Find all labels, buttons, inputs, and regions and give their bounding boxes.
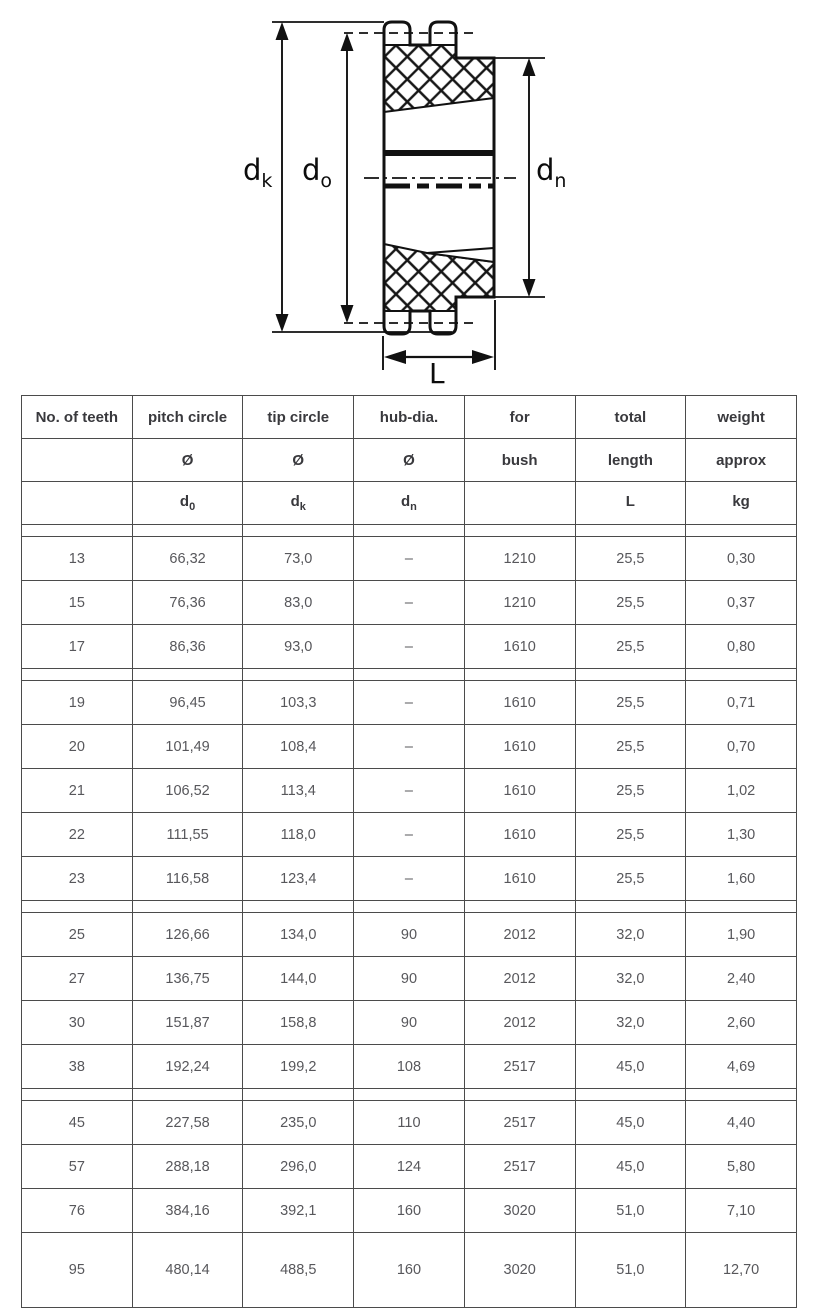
table-cell: 25,5: [575, 857, 686, 901]
separator-cell: [22, 525, 133, 537]
table-cell: 0,37: [686, 581, 797, 625]
table-cell: 392,1: [243, 1189, 354, 1233]
separator-cell: [243, 1089, 354, 1101]
table-cell: 2517: [464, 1101, 575, 1145]
table-cell: 73,0: [243, 537, 354, 581]
table-row: [22, 1189, 797, 1233]
table-cell: 1210: [464, 581, 575, 625]
table-cell: 95: [22, 1233, 133, 1308]
table-cell: 103,3: [243, 681, 354, 725]
table-cell: 0,70: [686, 725, 797, 769]
table-cell: 199,2: [243, 1045, 354, 1089]
table-cell: 384,16: [132, 1189, 243, 1233]
table-cell: 7,10: [686, 1189, 797, 1233]
table-cell: 134,0: [243, 913, 354, 957]
header-cell-bush: bush: [464, 439, 575, 482]
do-dimension: [341, 33, 354, 323]
table-cell: 25,5: [575, 725, 686, 769]
table-cell: 20: [22, 725, 133, 769]
table-row: [22, 681, 797, 725]
table-cell: 235,0: [243, 1101, 354, 1145]
dimension-table: [21, 395, 797, 1308]
table-cell: –: [354, 725, 465, 769]
table-cell: 51,0: [575, 1233, 686, 1308]
table-cell: 90: [354, 913, 465, 957]
length-label: L: [429, 357, 445, 390]
table-cell: –: [354, 625, 465, 669]
col-header-pitch-circle: pitch circle: [132, 396, 243, 439]
table-cell: 12,70: [686, 1233, 797, 1308]
table-cell: 45,0: [575, 1101, 686, 1145]
upper-hatched-section: [384, 45, 494, 112]
header-cell-length: length: [575, 439, 686, 482]
header-cell: [22, 482, 133, 525]
separator-cell: [575, 901, 686, 913]
table-cell: 25,5: [575, 681, 686, 725]
symbol-L: L: [575, 482, 686, 525]
table-cell: 192,24: [132, 1045, 243, 1089]
table-cell: 90: [354, 1001, 465, 1045]
table-cell: 158,8: [243, 1001, 354, 1045]
table-cell: –: [354, 537, 465, 581]
separator-cell: [354, 1089, 465, 1101]
diameter-symbol: Ø: [132, 439, 243, 482]
table-cell: 2012: [464, 957, 575, 1001]
table-cell: 1610: [464, 681, 575, 725]
table-cell: 111,55: [132, 813, 243, 857]
table-cell: 96,45: [132, 681, 243, 725]
header-row-3: [22, 482, 797, 525]
group-separator-row: [22, 669, 797, 681]
table-cell: 76,36: [132, 581, 243, 625]
table-cell: 118,0: [243, 813, 354, 857]
table-row: [22, 813, 797, 857]
table-cell: 0,80: [686, 625, 797, 669]
table-cell: 45,0: [575, 1145, 686, 1189]
table-cell: 90: [354, 957, 465, 1001]
table-cell: 22: [22, 813, 133, 857]
table-cell: 2,40: [686, 957, 797, 1001]
separator-cell: [22, 901, 133, 913]
table-cell: –: [354, 857, 465, 901]
separator-cell: [132, 901, 243, 913]
table-cell: 227,58: [132, 1101, 243, 1145]
table-cell: 27: [22, 957, 133, 1001]
table-cell: 15: [22, 581, 133, 625]
table-cell: 113,4: [243, 769, 354, 813]
separator-cell: [575, 1089, 686, 1101]
table-cell: 93,0: [243, 625, 354, 669]
symbol-kg: kg: [686, 482, 797, 525]
separator-cell: [354, 901, 465, 913]
table-cell: 21: [22, 769, 133, 813]
table-cell: 1,02: [686, 769, 797, 813]
separator-cell: [243, 901, 354, 913]
table-cell: 288,18: [132, 1145, 243, 1189]
table-cell: 4,40: [686, 1101, 797, 1145]
sprocket-drawing-svg: [0, 0, 820, 393]
table-cell: 83,0: [243, 581, 354, 625]
table-cell: 51,0: [575, 1189, 686, 1233]
table-cell: 136,75: [132, 957, 243, 1001]
table-cell: 101,49: [132, 725, 243, 769]
separator-cell: [132, 525, 243, 537]
header-row-2: [22, 439, 797, 482]
table-cell: 108: [354, 1045, 465, 1089]
table-cell: 123,4: [243, 857, 354, 901]
table-cell: 480,14: [132, 1233, 243, 1308]
table-row: [22, 957, 797, 1001]
separator-cell: [686, 669, 797, 681]
table-cell: 0,30: [686, 537, 797, 581]
table-cell: 1610: [464, 857, 575, 901]
header-cell: [464, 482, 575, 525]
table-cell: 57: [22, 1145, 133, 1189]
separator-cell: [686, 1089, 797, 1101]
symbol-dn: $d_n$: [354, 482, 465, 525]
table-cell: 488,5: [243, 1233, 354, 1308]
table-cell: –: [354, 769, 465, 813]
table-row: [22, 857, 797, 901]
separator-cell: [243, 525, 354, 537]
col-header-for: for: [464, 396, 575, 439]
symbol-dk: $d_k$: [243, 482, 354, 525]
table-cell: 1610: [464, 769, 575, 813]
table-cell: 1610: [464, 625, 575, 669]
table-row: [22, 537, 797, 581]
separator-cell: [575, 669, 686, 681]
col-header-hub-dia: hub-dia.: [354, 396, 465, 439]
separator-cell: [132, 669, 243, 681]
col-header-no-of-teeth: No. of teeth: [22, 396, 133, 439]
table-cell: 296,0: [243, 1145, 354, 1189]
table-cell: 25,5: [575, 537, 686, 581]
table-row: [22, 625, 797, 669]
symbol-d0: $d_0$: [132, 482, 243, 525]
dn-label: $d_n$: [536, 153, 567, 192]
col-header-weight: weight: [686, 396, 797, 439]
table-cell: –: [354, 581, 465, 625]
table-cell: 144,0: [243, 957, 354, 1001]
table-cell: 126,66: [132, 913, 243, 957]
separator-cell: [132, 1089, 243, 1101]
separator-cell: [575, 525, 686, 537]
table-cell: 13: [22, 537, 133, 581]
table-row: [22, 1145, 797, 1189]
table-cell: 1,30: [686, 813, 797, 857]
header-row-1: [22, 396, 797, 439]
separator-cell: [464, 1089, 575, 1101]
group-separator-row: [22, 901, 797, 913]
table-cell: 86,36: [132, 625, 243, 669]
table-cell: 151,87: [132, 1001, 243, 1045]
table-cell: 116,58: [132, 857, 243, 901]
separator-cell: [464, 669, 575, 681]
header-cell-approx: approx: [686, 439, 797, 482]
table-cell: 32,0: [575, 957, 686, 1001]
table-cell: 1610: [464, 813, 575, 857]
table-cell: 2012: [464, 1001, 575, 1045]
table-cell: 17: [22, 625, 133, 669]
table-cell: 0,71: [686, 681, 797, 725]
table-cell: 1210: [464, 537, 575, 581]
table-row: [22, 581, 797, 625]
table-cell: 25: [22, 913, 133, 957]
separator-cell: [243, 669, 354, 681]
separator-cell: [686, 901, 797, 913]
table-cell: 110: [354, 1101, 465, 1145]
bore-band-top: [384, 150, 494, 156]
table-cell: 38: [22, 1045, 133, 1089]
table-cell: 2517: [464, 1145, 575, 1189]
table-cell: 4,69: [686, 1045, 797, 1089]
table-cell: 2012: [464, 913, 575, 957]
table-cell: 160: [354, 1189, 465, 1233]
table-cell: 1,60: [686, 857, 797, 901]
table-cell: 108,4: [243, 725, 354, 769]
group-separator-row: [22, 1089, 797, 1101]
table-cell: 76: [22, 1189, 133, 1233]
table-cell: 106,52: [132, 769, 243, 813]
table-cell: 3020: [464, 1189, 575, 1233]
table-cell: 25,5: [575, 769, 686, 813]
separator-cell: [22, 1089, 133, 1101]
separator-cell: [464, 901, 575, 913]
table-cell: 45: [22, 1101, 133, 1145]
table-row: [22, 1001, 797, 1045]
table-cell: 25,5: [575, 581, 686, 625]
table-cell: 1610: [464, 725, 575, 769]
table-cell: –: [354, 813, 465, 857]
table-cell: 160: [354, 1233, 465, 1308]
group-separator-row: [22, 525, 797, 537]
table-cell: 32,0: [575, 1001, 686, 1045]
table-cell: 3020: [464, 1233, 575, 1308]
sprocket-cross-section-drawing: [0, 0, 820, 393]
table-row: [22, 1233, 797, 1308]
table-cell: 5,80: [686, 1145, 797, 1189]
table-cell: 1,90: [686, 913, 797, 957]
table-cell: 124: [354, 1145, 465, 1189]
diameter-symbol: Ø: [243, 439, 354, 482]
table-cell: 19: [22, 681, 133, 725]
table-cell: 2517: [464, 1045, 575, 1089]
table-cell: –: [354, 681, 465, 725]
table-cell: 66,32: [132, 537, 243, 581]
col-header-total: total: [575, 396, 686, 439]
diameter-symbol: Ø: [354, 439, 465, 482]
table-row: [22, 1101, 797, 1145]
table-row: [22, 913, 797, 957]
table-cell: 25,5: [575, 625, 686, 669]
table-row: [22, 769, 797, 813]
table-cell: 32,0: [575, 913, 686, 957]
table-row: [22, 725, 797, 769]
table-cell: 45,0: [575, 1045, 686, 1089]
table-cell: 25,5: [575, 813, 686, 857]
dk-label: $d_k$: [243, 153, 273, 192]
header-cell: [22, 439, 133, 482]
do-label: $d_o$: [302, 153, 333, 192]
table-cell: 2,60: [686, 1001, 797, 1045]
separator-cell: [464, 525, 575, 537]
table-row: [22, 1045, 797, 1089]
table-cell: 30: [22, 1001, 133, 1045]
table-cell: 23: [22, 857, 133, 901]
separator-cell: [354, 525, 465, 537]
col-header-tip-circle: tip circle: [243, 396, 354, 439]
separator-cell: [686, 525, 797, 537]
separator-cell: [22, 669, 133, 681]
separator-cell: [354, 669, 465, 681]
